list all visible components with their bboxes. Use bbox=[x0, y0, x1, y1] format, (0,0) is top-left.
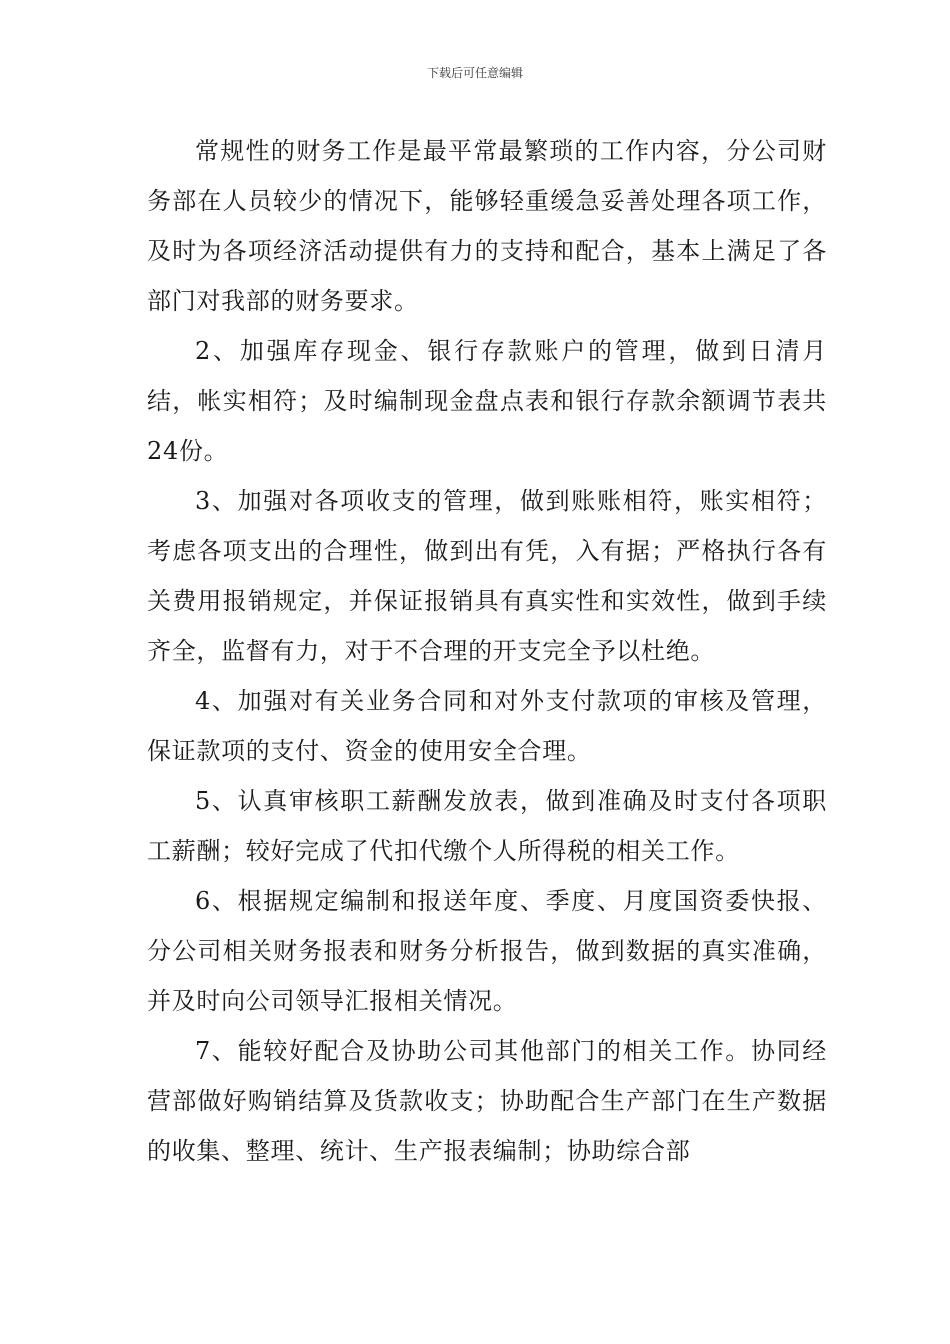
paragraph-item-6-financial-reports: 6、根据规定编制和报送年度、季度、月度国资委快报、分公司相关财务报表和财务分析报告，做到数据的真实准确，并及时向公司领导汇报相关情况。 bbox=[147, 887, 827, 1015]
paragraph-routine-finance-work: 常规性的财务工作是最平常最繁琐的工作内容，分公司财务部在人员较少的情况下，能够轻重缓急妥善处理各项工作，及时为各项经济活动提供有力的支持和配合，基本上满足了各部门对我部的财务要求。 bbox=[147, 137, 827, 315]
paragraph-item-5-payroll-review: 5、认真审核职工薪酬发放表，做到准确及时支付各项职工薪酬；较好完成了代扣代缴个人所得税的相关工作。 bbox=[147, 787, 827, 865]
document-body bbox=[147, 126, 827, 1176]
paragraph-item-7-department-cooperation: 7、能较好配合及协助公司其他部门的相关工作。协同经营部做好购销结算及货款收支；协助配合生产部门在生产数据的收集、整理、统计、生产报表编制；协助综合部 bbox=[147, 1037, 827, 1165]
paragraph-item-3-income-expense: 3、加强对各项收支的管理，做到账账相符，账实相符；考虑各项支出的合理性，做到出有凭，入有据；严格执行各有关费用报销规定，并保证报销具有真实性和实效性，做到手续齐全，监督有力，对于不合理的开支完全予以杜绝。 bbox=[147, 487, 827, 665]
paragraph-item-2-cash-management: 2、加强库存现金、银行存款账户的管理，做到日清月结，帐实相符；及时编制现金盘点表和银行存款余额调节表共24份。 bbox=[147, 337, 827, 465]
page-header: 下载后可任意编辑 bbox=[426, 66, 523, 80]
paragraph-item-4-contract-review: 4、加强对有关业务合同和对外支付款项的审核及管理，保证款项的支付、资金的使用安全合理。 bbox=[147, 687, 827, 765]
